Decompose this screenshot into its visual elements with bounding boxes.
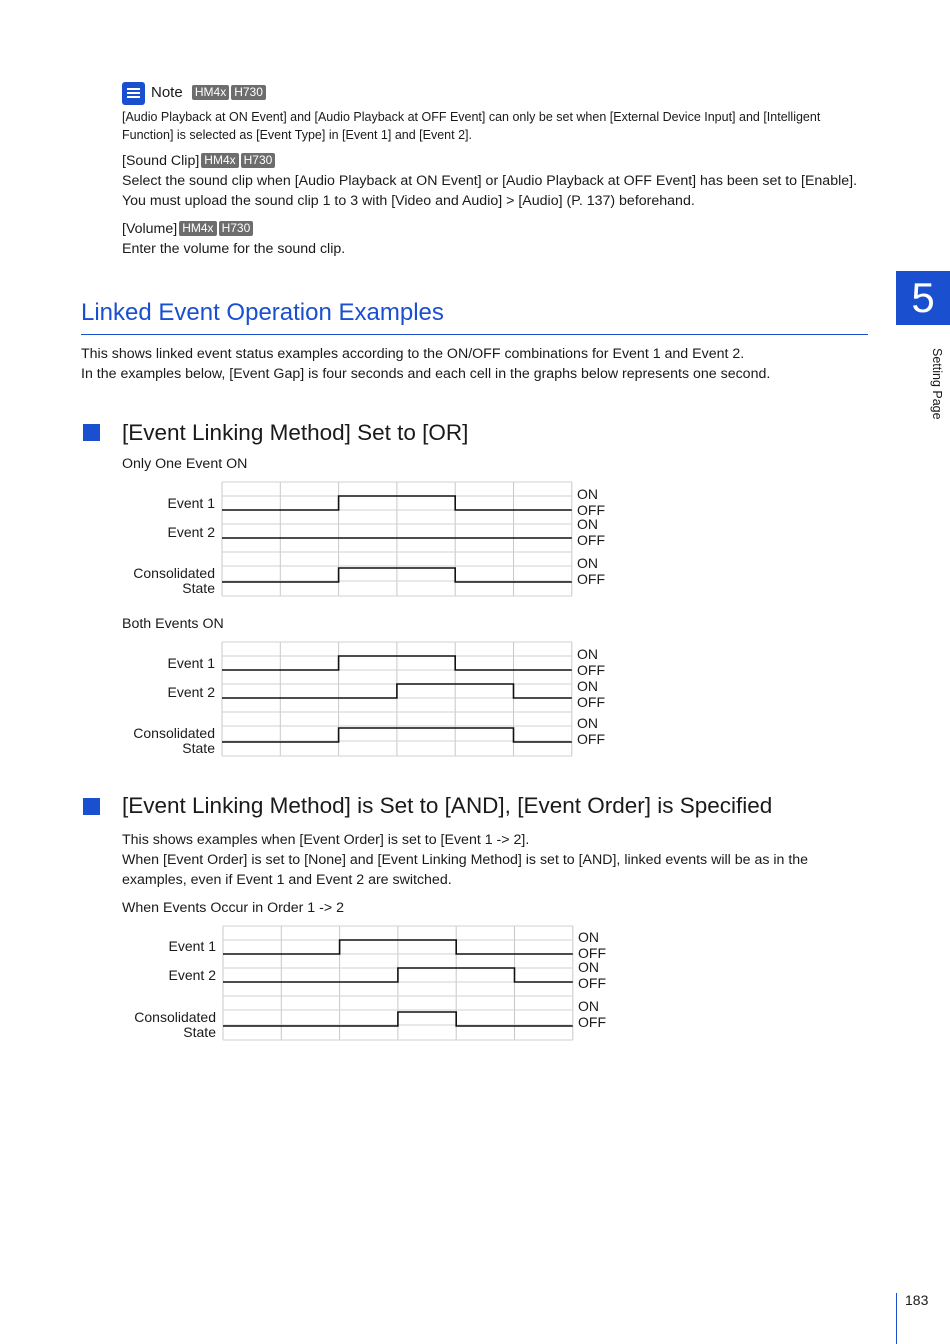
on-label: ON <box>577 516 598 532</box>
example-title: Only One Event ON <box>122 456 248 472</box>
model-badge: HM4x <box>201 153 238 168</box>
section-title: Linked Event Operation Examples <box>81 299 444 326</box>
off-label: OFF <box>578 945 606 961</box>
note-text: [Audio Playback at ON Event] and [Audio Playback at OFF Event] can only be set when [External Device Input] and [Intelligent Function] is selected as [Event Type] in [Event 1] and [Event 2]. <box>122 110 821 142</box>
event_2-signal <box>222 684 572 698</box>
event-2-label: Event 2 <box>167 524 215 540</box>
event-1-label: Event 1 <box>168 938 216 954</box>
timing-diagram <box>120 640 620 766</box>
page-number: 183 <box>905 1292 929 1308</box>
on-label: ON <box>577 486 598 502</box>
or-heading: [Event Linking Method] Set to [OR] <box>122 420 469 445</box>
on-label: ON <box>577 678 598 694</box>
chapter-tab[interactable]: 5 <box>896 271 950 325</box>
model-badge: H730 <box>219 221 254 236</box>
example-title: Both Events ON <box>122 616 224 632</box>
timing-diagram <box>121 924 621 1050</box>
on-label: ON <box>578 959 599 975</box>
consolidated-signal <box>223 1012 573 1026</box>
off-label: OFF <box>577 662 605 678</box>
timing-diagram <box>120 480 620 606</box>
sound-clip-label: [Sound Clip] HM4x H730 <box>122 151 857 171</box>
volume-item: [Volume] HM4x H730 Enter the volume for the sound clip. <box>122 221 346 257</box>
chapter-label: Setting Page <box>930 348 944 420</box>
sound-clip-item: [Sound Clip] HM4x H730 Select the sound clip when [Audio Playback at ON Event] or [Audio Playback at OFF Event] has been set to [Enable]. You must upload the sound clip 1 to 3 with [Video and Audio] > [Audio] (P. 137) beforehand. <box>122 153 858 209</box>
consolidated-label: Consolidated State <box>133 565 215 596</box>
off-label: OFF <box>578 1014 606 1030</box>
section-divider <box>81 334 868 335</box>
page-number-rule <box>896 1293 897 1344</box>
on-label: ON <box>578 929 599 945</box>
event_2-signal <box>223 968 573 982</box>
example-title: When Events Occur in Order 1 -> 2 <box>122 900 344 916</box>
model-badge: HM4x <box>179 221 216 236</box>
model-badge: H730 <box>241 153 276 168</box>
off-label: OFF <box>577 731 605 747</box>
off-label: OFF <box>577 502 605 518</box>
event-2-label: Event 2 <box>168 967 216 983</box>
model-badge: HM4x <box>192 85 229 100</box>
and-description: This shows examples when [Event Order] is set to [Event 1 -> 2]. When [Event Order] is set to [None] and [Event Linking Method] is set to [AND], linked events will be as in the examples, even if Event 1 and Event 2 are switched. <box>122 832 809 888</box>
off-label: OFF <box>577 571 605 587</box>
off-label: OFF <box>578 975 606 991</box>
event-2-label: Event 2 <box>167 684 215 700</box>
event-1-label: Event 1 <box>167 655 215 671</box>
and-heading: [Event Linking Method] is Set to [AND], [Event Order] is Specified <box>122 793 773 818</box>
note-icon <box>122 82 145 105</box>
off-label: OFF <box>577 694 605 710</box>
heading-bullet-icon <box>83 424 100 441</box>
note-title: Note HM4x H730 <box>151 84 266 101</box>
on-label: ON <box>577 715 598 731</box>
section-intro: This shows linked event status examples according to the ON/OFF combinations for Event 1 and Event 2. In the examples below, [Event Gap] is four seconds and each cell in the graphs below represents one second. <box>81 346 771 382</box>
volume-label: [Volume] HM4x H730 <box>122 219 345 239</box>
on-label: ON <box>578 998 599 1014</box>
heading-bullet-icon <box>83 798 100 815</box>
consolidated-label: Consolidated State <box>133 725 215 756</box>
event-1-label: Event 1 <box>167 495 215 511</box>
on-label: ON <box>577 555 598 571</box>
off-label: OFF <box>577 532 605 548</box>
consolidated-label: Consolidated State <box>134 1009 216 1040</box>
model-badge: H730 <box>231 85 266 100</box>
on-label: ON <box>577 646 598 662</box>
